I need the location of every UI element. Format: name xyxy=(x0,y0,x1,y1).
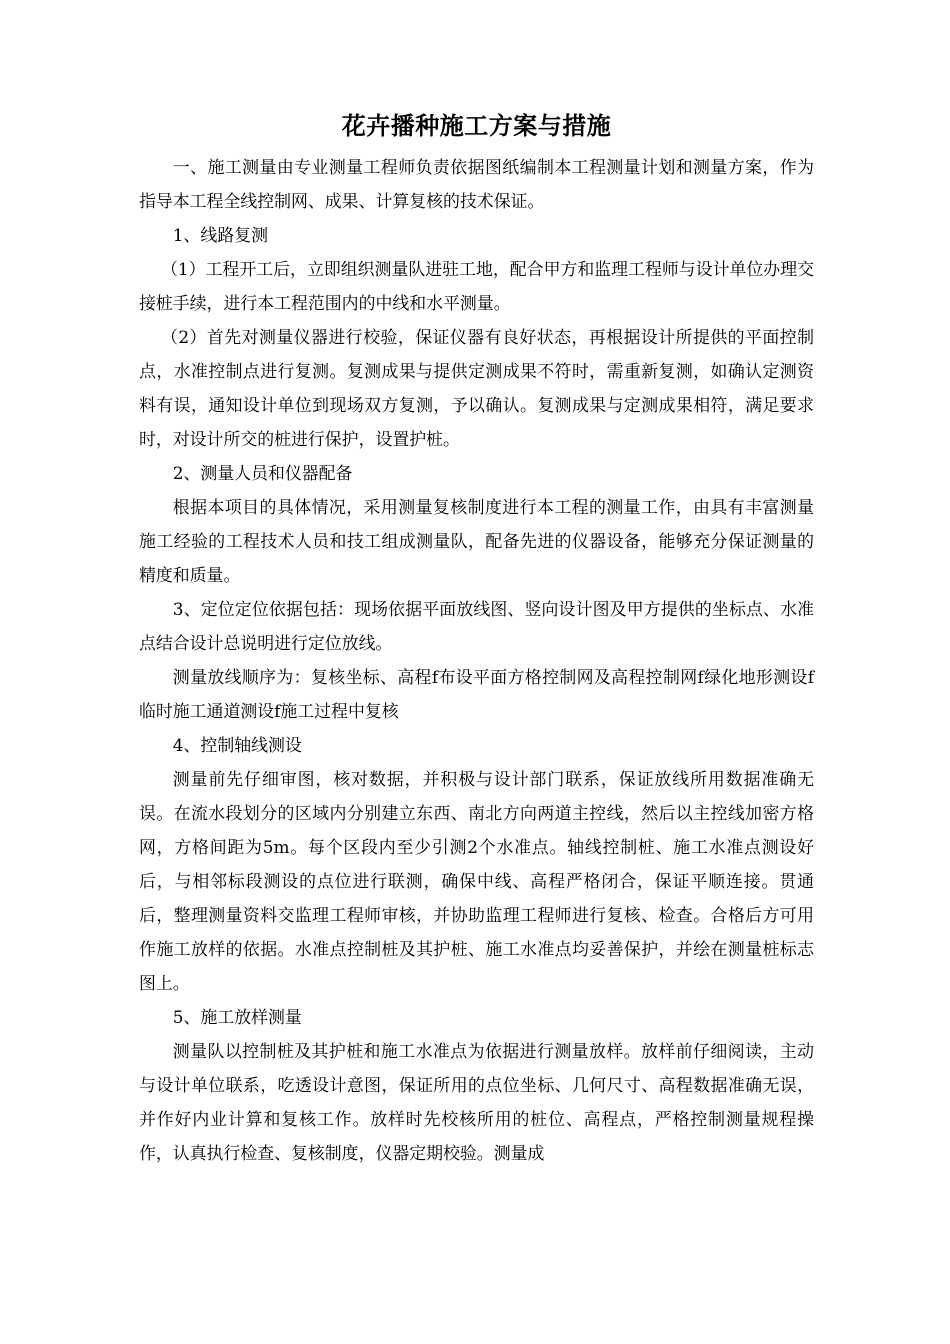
section-heading-control-axis: 4、控制轴线测设 xyxy=(172,735,302,755)
paragraph-control-axis: 测量前先仔细审图，核对数据，并积极与设计部门联系，保证放线所用数据准确无误。在流水段划分的区域内分别建立东西、南北方向两道主控线，然后以主控线加密方格网，方格间距为5m。每个区段内至少引测2个水准点。轴线控制桩、施工水准点测设好后，与相邻标段测设的点位进行联测，确保中线、高程严格闭合，保证平顺连接。贯通后，整理测量资料交监理工程师审核，并协助监理工程师进行复核、检查。合格后方可用作施工放样的依据。水准点控制桩及其护桩、施工水准点均妥善保护，并绘在测量桩标志图上。 xyxy=(139,769,814,993)
section-heading-layout-survey: 5、施工放样测量 xyxy=(172,1007,302,1027)
paragraph-item-2: （2）首先对测量仪器进行校验，保证仪器有良好状态，再根据设计所提供的平面控制点，水准控制点进行复测。复测成果与提供定测成果不符时，需重新复测，如确认定测资料有误，通知设计单位到现场双方复测，予以确认。复测成果与定测成果相符，满足要求时，对设计所交的桩进行保护，设置护桩。 xyxy=(139,327,814,449)
paragraph-staff-instruments: 根据本项目的具体情况，采用测量复核制度进行本工程的测量工作，由具有丰富测量施工经验的工程技术人员和技工组成测量队，配备先进的仪器设备，能够充分保证测量的精度和质量。 xyxy=(139,497,814,585)
paragraph-item-1: （1）工程开工后，立即组织测量队进驻工地，配合甲方和监理工程师与设计单位办理交接桩手续，进行本工程范围内的中线和水平测量。 xyxy=(139,259,814,313)
document-page xyxy=(139,104,814,1170)
paragraph-layout-survey: 测量队以控制桩及其护桩和施工水准点为依据进行测量放样。放样前仔细阅读，主动与设计单位联系，吃透设计意图，保证所用的点位坐标、几何尺寸、高程数据准确无误，并作好内业计算和复核工作。放样时先校核所用的桩位、高程点，严格控制测量规程操作，认真执行检查、复核制度，仪器定期校验。测量成 xyxy=(139,1041,814,1163)
paragraph-positioning-basis: 3、定位定位依据包括：现场依据平面放线图、竖向设计图及甲方提供的坐标点、水准点结合设计总说明进行定位放线。 xyxy=(139,599,814,653)
document-title: 花卉播种施工方案与措施 xyxy=(341,112,612,140)
section-heading-staff-instruments: 2、测量人员和仪器配备 xyxy=(172,463,353,483)
paragraph-intro: 一、施工测量由专业测量工程师负责依据图纸编制本工程测量计划和测量方案，作为指导本工程全线控制网、成果、计算复核的技术保证。 xyxy=(139,157,814,211)
section-heading-route-resurvey: 1、线路复测 xyxy=(172,225,268,245)
paragraph-survey-sequence: 测量放线顺序为：复核坐标、高程f布设平面方格控制网及高程控制网f绿化地形测设f临时施工通道测设f施工过程中复核 xyxy=(139,667,814,721)
